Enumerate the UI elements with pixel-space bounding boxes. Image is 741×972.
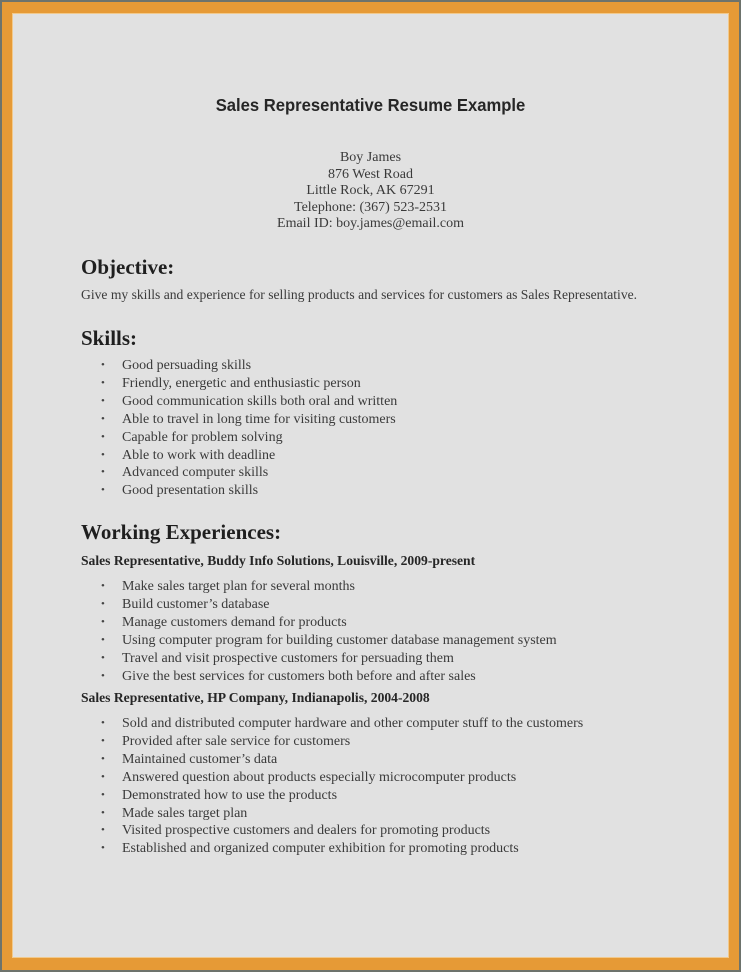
skills-heading: Skills: xyxy=(81,326,138,350)
duty-item: • Travel and visit prospective customers for persuading them xyxy=(101,650,557,668)
contact-name: Boy James xyxy=(339,150,402,165)
orange-frame xyxy=(2,2,739,970)
duty-item: • Demonstrated how to use the products xyxy=(101,787,583,805)
duty-item: • Provided after sale service for customers xyxy=(101,733,583,751)
skill-item: • Friendly, energetic and enthusiastic person xyxy=(101,375,397,393)
skills-list xyxy=(101,357,397,500)
duty-item: • Established and organized computer exhibition for promoting products xyxy=(101,840,583,858)
skill-item: • Capable for problem solving xyxy=(101,429,397,447)
contact-telephone: Telephone: (367) 523-2531 xyxy=(294,199,447,215)
duty-item: • Build customer’s database xyxy=(101,596,557,614)
skill-item: • Advanced computer skills xyxy=(101,464,397,482)
skill-item: • Able to work with deadline xyxy=(101,447,397,465)
duty-item: • Give the best services for customers both before and after sales xyxy=(101,668,557,686)
objective-heading: Objective: xyxy=(81,255,175,279)
objective-text: Give my skills and experience for selling products and services for customers as Sales Representative. xyxy=(81,287,638,302)
contact-block xyxy=(13,150,728,233)
duty-item: • Make sales target plan for several months xyxy=(101,578,557,596)
duty-item: • Manage customers demand for products xyxy=(101,614,557,632)
contact-city: Little Rock, AK 67291 xyxy=(306,183,435,198)
duty-item: • Answered question about products especially microcomputer products xyxy=(101,769,583,787)
duty-item: • Sold and distributed computer hardware and other computer stuff to the customers xyxy=(101,715,583,733)
contact-address: 876 West Road xyxy=(328,166,413,182)
job-title-2: Sales Representative, HP Company, Indianapolis, 2004-2008 xyxy=(81,690,430,705)
duty-item: • Using computer program for building customer database management system xyxy=(101,632,557,650)
skill-item: • Good communication skills both oral and written xyxy=(101,393,397,411)
job-title-1: Sales Representative, Buddy Info Solutions, Louisville, 2009-present xyxy=(81,553,476,568)
duty-item: • Maintained customer’s data xyxy=(101,751,583,769)
contact-email: Email ID: boy.james@email.com xyxy=(277,216,464,231)
experience-heading: Working Experiences: xyxy=(81,520,282,544)
job-2-duties xyxy=(101,715,583,858)
skill-item: • Good presentation skills xyxy=(101,482,397,500)
duty-item: • Visited prospective customers and dealers for promoting products xyxy=(101,822,583,840)
job-1-duties xyxy=(101,578,557,685)
document-title: Sales Representative Resume Example xyxy=(215,95,526,115)
skill-item: • Good persuading skills xyxy=(101,357,397,375)
duty-item: • Made sales target plan xyxy=(101,805,583,823)
resume-page xyxy=(12,13,729,958)
skill-item: • Able to travel in long time for visiting customers xyxy=(101,411,397,429)
